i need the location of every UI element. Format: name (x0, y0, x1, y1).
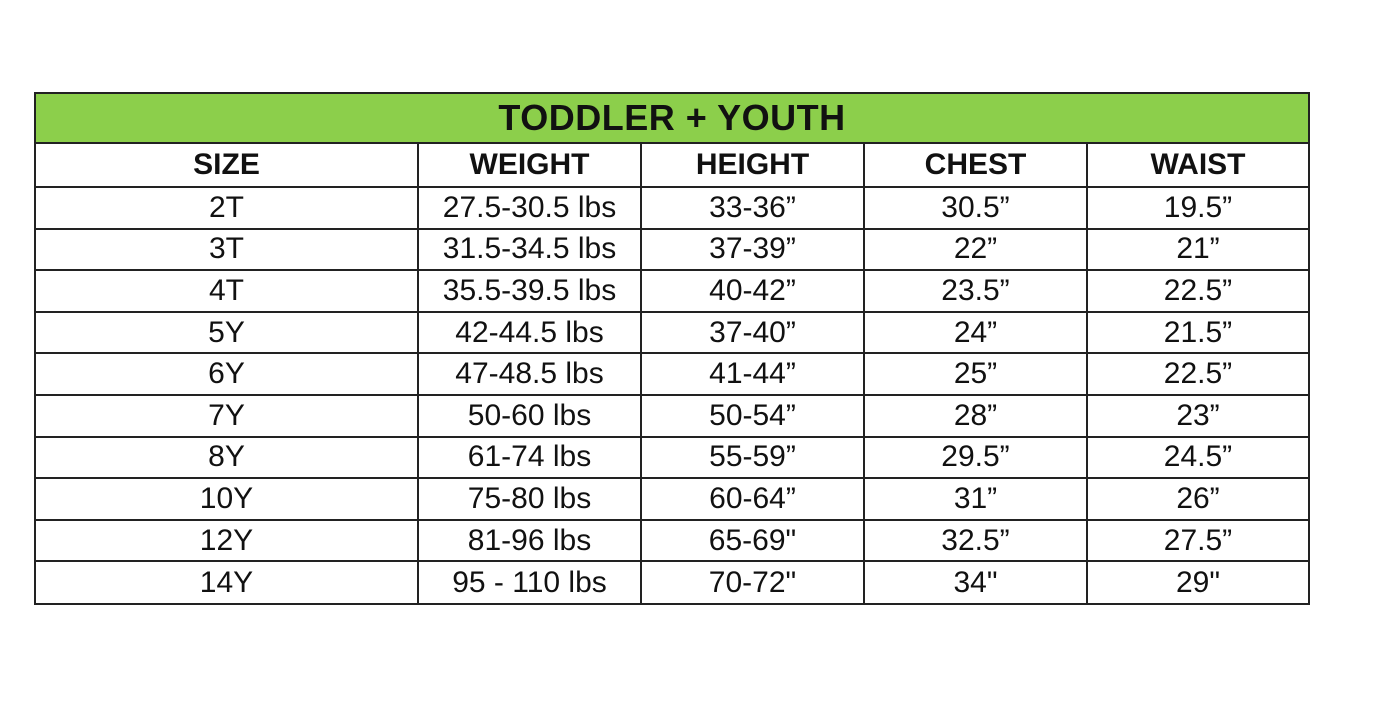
height-cell: 40-42” (641, 270, 864, 312)
column-header-height: HEIGHT (641, 144, 864, 187)
height-cell: 41-44” (641, 353, 864, 395)
weight-cell: 47-48.5 lbs (418, 353, 641, 395)
size-cell: 14Y (36, 561, 418, 603)
waist-cell: 24.5” (1087, 437, 1308, 479)
table-row (36, 561, 1308, 603)
weight-cell: 42-44.5 lbs (418, 312, 641, 354)
chest-cell: 28” (864, 395, 1087, 437)
weight-cell: 61-74 lbs (418, 437, 641, 479)
waist-cell: 22.5” (1087, 270, 1308, 312)
size-cell: 7Y (36, 395, 418, 437)
table-row (36, 312, 1308, 354)
waist-cell: 22.5” (1087, 353, 1308, 395)
header-row (36, 144, 1308, 187)
weight-cell: 75-80 lbs (418, 478, 641, 520)
size-cell: 10Y (36, 478, 418, 520)
waist-cell: 19.5” (1087, 187, 1308, 229)
weight-cell: 81-96 lbs (418, 520, 641, 562)
chest-cell: 24” (864, 312, 1087, 354)
chest-cell: 29.5” (864, 437, 1087, 479)
chart-title: TODDLER + YOUTH (36, 94, 1308, 144)
table-row (36, 478, 1308, 520)
waist-cell: 26” (1087, 478, 1308, 520)
size-cell: 4T (36, 270, 418, 312)
weight-cell: 95 - 110 lbs (418, 561, 641, 603)
chest-cell: 23.5” (864, 270, 1087, 312)
waist-cell: 27.5” (1087, 520, 1308, 562)
height-cell: 37-39” (641, 229, 864, 271)
column-header-size: SIZE (36, 144, 418, 187)
waist-cell: 23” (1087, 395, 1308, 437)
table-row (36, 229, 1308, 271)
size-cell: 12Y (36, 520, 418, 562)
waist-cell: 29" (1087, 561, 1308, 603)
size-table (36, 144, 1308, 603)
table-row (36, 437, 1308, 479)
size-cell: 2T (36, 187, 418, 229)
chest-cell: 22” (864, 229, 1087, 271)
size-cell: 8Y (36, 437, 418, 479)
chest-cell: 30.5” (864, 187, 1087, 229)
height-cell: 65-69" (641, 520, 864, 562)
table-row (36, 270, 1308, 312)
table-row (36, 395, 1308, 437)
weight-cell: 27.5-30.5 lbs (418, 187, 641, 229)
chest-cell: 34" (864, 561, 1087, 603)
height-cell: 50-54” (641, 395, 864, 437)
height-cell: 60-64” (641, 478, 864, 520)
size-cell: 6Y (36, 353, 418, 395)
size-chart (34, 92, 1310, 605)
height-cell: 55-59” (641, 437, 864, 479)
height-cell: 37-40” (641, 312, 864, 354)
waist-cell: 21.5” (1087, 312, 1308, 354)
column-header-waist: WAIST (1087, 144, 1308, 187)
chest-cell: 32.5” (864, 520, 1087, 562)
weight-cell: 31.5-34.5 lbs (418, 229, 641, 271)
column-header-chest: CHEST (864, 144, 1087, 187)
size-cell: 3T (36, 229, 418, 271)
weight-cell: 35.5-39.5 lbs (418, 270, 641, 312)
column-header-weight: WEIGHT (418, 144, 641, 187)
size-cell: 5Y (36, 312, 418, 354)
chest-cell: 31” (864, 478, 1087, 520)
height-cell: 33-36” (641, 187, 864, 229)
weight-cell: 50-60 lbs (418, 395, 641, 437)
table-row (36, 353, 1308, 395)
table-row (36, 520, 1308, 562)
waist-cell: 21” (1087, 229, 1308, 271)
chest-cell: 25” (864, 353, 1087, 395)
height-cell: 70-72" (641, 561, 864, 603)
table-row (36, 187, 1308, 229)
